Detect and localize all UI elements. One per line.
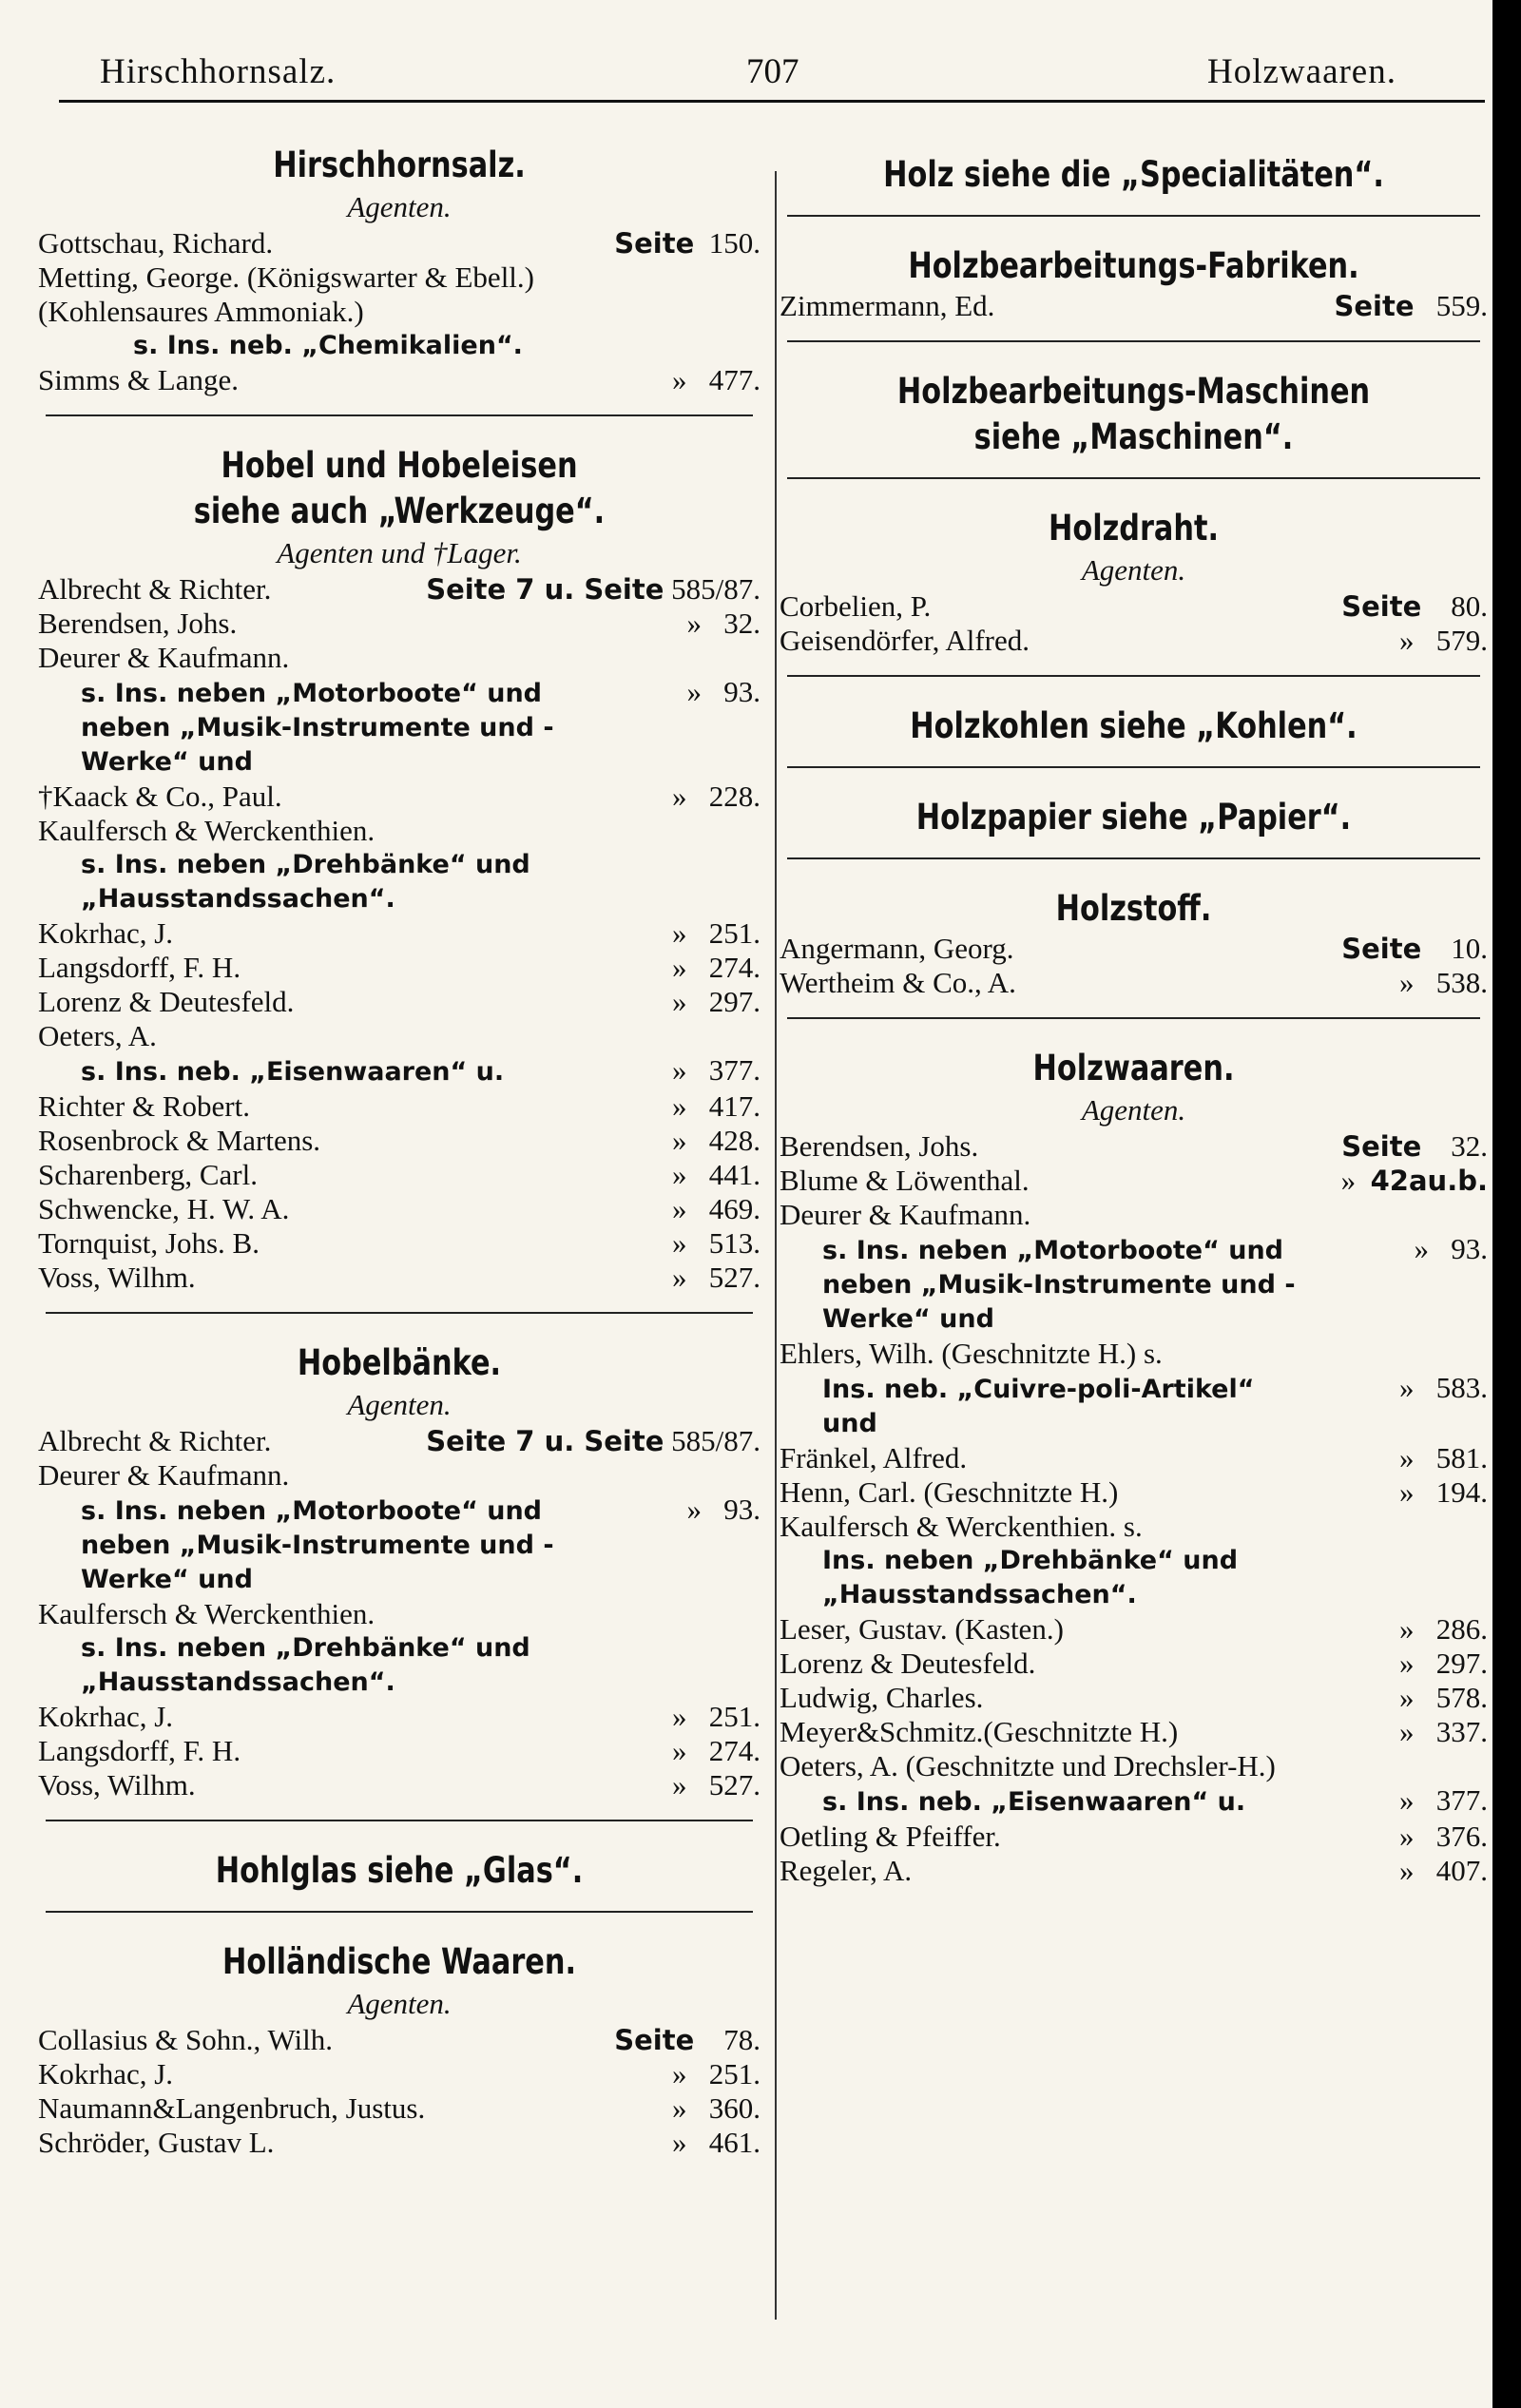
list-item: Ludwig, Charles. » 578. (780, 1681, 1488, 1714)
list-item: Gottschau, Richard. Seite 150. (38, 226, 760, 260)
section-holzpapier (780, 795, 1488, 859)
right-column (780, 152, 1488, 1894)
list-item: Scharenberg, Carl. » 441. (38, 1158, 760, 1191)
list-item: Richter & Robert. » 417. (38, 1089, 760, 1123)
section-rule (787, 766, 1480, 768)
section-hirschhornsalz (38, 143, 760, 416)
section-holzwaaren (780, 1046, 1488, 1888)
list-item: Fränkel, Alfred. » 581. (780, 1441, 1488, 1474)
section-title-cont: siehe „Maschinen“. (973, 416, 1294, 457)
list-item: Naumann&Langenbruch, Justus. » 360. (38, 2091, 760, 2125)
section-title-cont: siehe auch „Werkzeuge“. (193, 491, 606, 531)
entry-note: Ins. neben „Drehbänke“ und „Hausstandssachen“. (822, 1546, 1239, 1609)
list-item: Collasius & Sohn., Wilh. Seite 78. (38, 2023, 760, 2056)
list-item: Simms & Lange. » 477. (38, 363, 760, 396)
list-item: Voss, Wilhm. » 527. (38, 1261, 760, 1294)
section-holzkohlen (780, 703, 1488, 768)
section-title: Hobel und Hobeleisen (221, 445, 578, 486)
section-title: Hirschhornsalz. (273, 144, 526, 185)
list-item: Blume & Löwenthal. » 42au.b. (780, 1164, 1488, 1197)
entry-note-row: s. Ins. neben „Motorboote“ und neben „Musik-Instrumente und -Werke“ und » 93. (81, 675, 760, 777)
list-item: †Kaack & Co., Paul. » 228. (38, 780, 760, 813)
section-title: Holzwaaren. (1032, 1048, 1235, 1088)
section-rule (46, 1312, 753, 1314)
list-item: Oeters, A. (38, 1019, 157, 1052)
section-hohlglas (38, 1848, 760, 1913)
entry-note-row: s. Ins. neben „Motorboote“ und neben „Musik-Instrumente und -Werke“ und » 93. (81, 1493, 760, 1594)
list-item: Oetling & Pfeiffer. » 376. (780, 1820, 1488, 1853)
list-item: Rosenbrock & Martens. » 428. (38, 1124, 760, 1157)
list-item: Langsdorff, F. H. » 274. (38, 1734, 760, 1767)
list-item: Wertheim & Co., A. » 538. (780, 966, 1488, 999)
list-item: Geisendörfer, Alfred. » 579. (780, 624, 1488, 657)
list-item: Zimmermann, Ed. Seite 559. (780, 289, 1488, 322)
list-item: Langsdorff, F. H. » 274. (38, 951, 760, 984)
section-subtitle: Agenten. (347, 190, 452, 223)
section-title: Holländische Waaren. (221, 1941, 576, 1982)
section-title: Holzpapier siehe „Papier“. (915, 797, 1352, 838)
section-title: Holzkohlen siehe „Kohlen“. (910, 705, 1357, 746)
list-item: Kaulfersch & Werckenthien. (38, 814, 375, 847)
section-holz (780, 152, 1488, 217)
left-column (38, 143, 760, 2166)
section-title: Holzstoff. (1055, 888, 1212, 929)
section-rule (787, 477, 1480, 479)
section-subtitle: Agenten. (1081, 1093, 1186, 1127)
entry-note: s. Ins. neb. „Chemikalien“. (133, 331, 523, 360)
section-rule (46, 1911, 753, 1913)
list-item: Deurer & Kaufmann. (38, 1458, 290, 1492)
section-subtitle: Agenten. (1081, 553, 1186, 587)
section-title: Holzbearbeitungs-Maschinen (896, 371, 1371, 412)
list-item: Lorenz & Deutesfeld. » 297. (38, 985, 760, 1018)
list-item: Kaulfersch & Werckenthien. s. (780, 1510, 1143, 1543)
column-divider (775, 171, 777, 2320)
list-item: Schwencke, H. W. A. » 469. (38, 1192, 760, 1225)
list-item: Tornquist, Johs. B. » 513. (38, 1226, 760, 1260)
list-item: Meyer&Schmitz.(Geschnitzte H.) » 337. (780, 1715, 1488, 1748)
list-item: Kokrhac, J. » 251. (38, 2057, 760, 2090)
section-hollaendische-waaren (38, 1939, 760, 2160)
section-rule (787, 340, 1480, 342)
list-item: Kaulfersch & Werckenthien. (38, 1597, 375, 1630)
list-item: Berendsen, Johs. » 32. (38, 607, 760, 640)
list-item: Kokrhac, J. » 251. (38, 916, 760, 950)
entry-note-row: Ins. neb. „Cuivre-poli-Artikel“ und » 583. (822, 1371, 1488, 1438)
entry-note-row: s. Ins. neb. „Eisenwaaren“ u. » 377. (81, 1053, 760, 1087)
entry-note-row: s. Ins. neben „Motorboote“ und neben „Musik-Instrumente und -Werke“ und » 93. (822, 1232, 1488, 1334)
section-subtitle: Agenten. (347, 1388, 452, 1421)
list-item: Berendsen, Johs. Seite 32. (780, 1129, 1488, 1163)
list-item: Metting, George. (Königswarter & Ebell.) (Kohlensaures Ammoniak.) (38, 260, 534, 328)
section-title: Hobelbänke. (297, 1342, 502, 1383)
list-item: Lorenz & Deutesfeld. » 297. (780, 1647, 1488, 1680)
list-item: Deurer & Kaufmann. (780, 1198, 1031, 1231)
section-title: Holzdraht. (1048, 508, 1220, 549)
section-title: Hohlglas siehe „Glas“. (215, 1850, 584, 1891)
entry-note: s. Ins. neben „Drehbänke“ und „Hausstandssachen“. (81, 850, 530, 914)
list-item: Deurer & Kaufmann. (38, 641, 290, 674)
section-rule (787, 1017, 1480, 1019)
section-holzdraht (780, 506, 1488, 677)
section-rule (46, 414, 753, 416)
header-rule (59, 100, 1485, 103)
section-rule (787, 675, 1480, 677)
list-item: Ehlers, Wilh. (Geschnitzte H.) s. (780, 1337, 1163, 1370)
list-item: Angermann, Georg. Seite 10. (780, 932, 1488, 965)
section-hobelbaenke (38, 1340, 760, 1821)
section-rule (46, 1820, 753, 1821)
section-holzbearbeitungs-maschinen (780, 369, 1488, 479)
list-item: Regeler, A. » 407. (780, 1854, 1488, 1887)
entry-note-row: s. Ins. neb. „Eisenwaaren“ u. » 377. (822, 1783, 1488, 1817)
list-item: Kokrhac, J. » 251. (38, 1700, 760, 1733)
list-item: Schröder, Gustav L. » 461. (38, 2126, 760, 2159)
section-holzstoff (780, 886, 1488, 1019)
list-item: Albrecht & Richter. Seite 7 u. Seite 585/87. (38, 572, 760, 606)
section-title: Holz siehe die „Specialitäten“. (883, 154, 1384, 195)
list-item: Oeters, A. (Geschnitzte und Drechsler-H.) (780, 1749, 1276, 1782)
running-head-left: Hirschhornsalz. (100, 52, 337, 91)
section-holzbearbeitungs-fabriken (780, 243, 1488, 342)
list-item: Leser, Gustav. (Kasten.) » 286. (780, 1612, 1488, 1646)
list-item: Henn, Carl. (Geschnitzte H.) » 194. (780, 1475, 1488, 1509)
section-subtitle: Agenten und †Lager. (277, 536, 522, 569)
list-item: Corbelien, P. Seite 80. (780, 589, 1488, 623)
section-rule (787, 857, 1480, 859)
section-subtitle: Agenten. (347, 1987, 452, 2020)
section-rule (787, 215, 1480, 217)
list-item: Albrecht & Richter. Seite 7 u. Seite 585/87. (38, 1424, 760, 1457)
page-number: 707 (746, 52, 799, 91)
section-hobel (38, 443, 760, 1314)
section-title: Holzbearbeitungs-Fabriken. (908, 245, 1359, 286)
entry-note: s. Ins. neben „Drehbänke“ und „Hausstandssachen“. (81, 1633, 530, 1697)
running-head-right: Holzwaaren. (1207, 52, 1396, 91)
list-item: Voss, Wilhm. » 527. (38, 1768, 760, 1801)
